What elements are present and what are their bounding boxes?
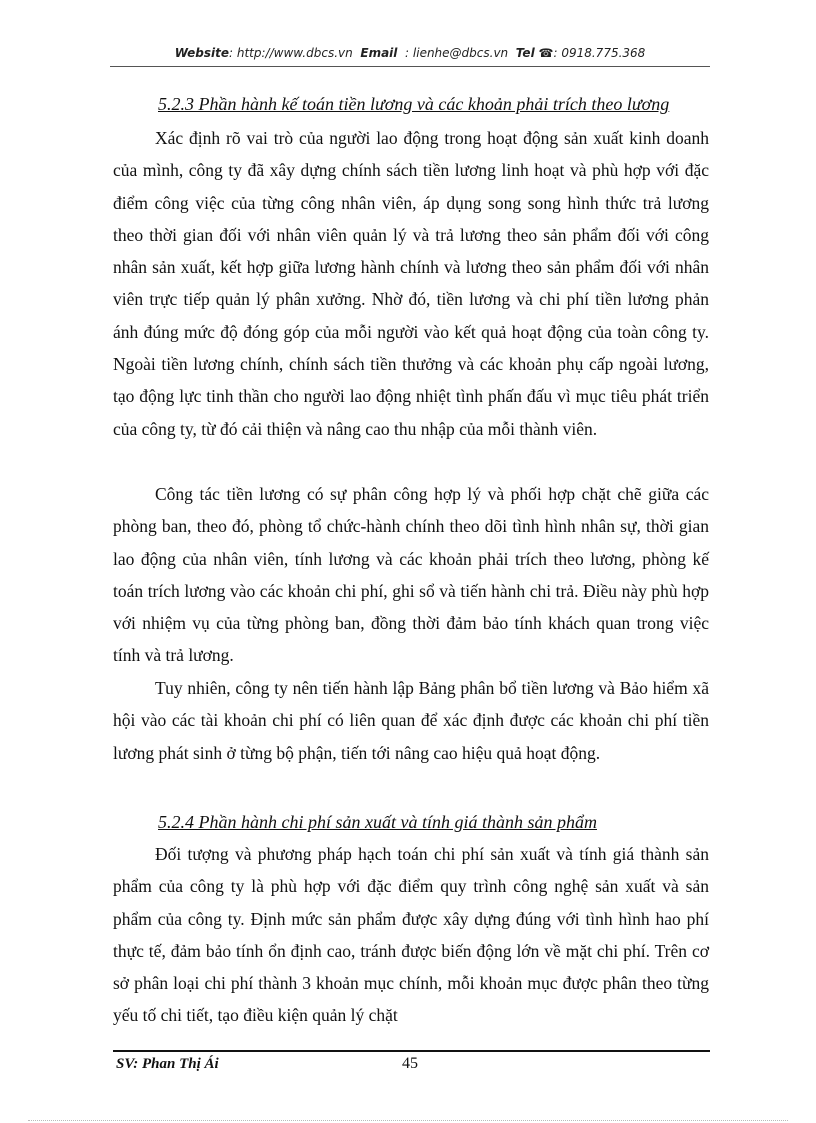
- website-label: Website: [174, 46, 230, 60]
- paragraph: Xác định rõ vai trò của người lao động trong hoạt động sản xuất kinh doanh của mình, công ty đã xây dựng chính sách tiền lương linh hoạt và phù hợp với đặc điểm công việc của từng công nhân viên, áp dụng song song hình thức trả lương theo thời gian đối với nhân viên quản lý và trả lương theo sản phẩm đối với công nhân sản xuất, kết hợp giữa lương hành chính và lương theo sản phẩm đối với nhân viên trực tiếp quản lý phân xưởng. Nhờ đó, tiền lương và chi phí tiền lương phản ánh đúng mức độ đóng góp của mỗi người vào kết quả hoạt động của toàn công ty. Ngoài tiền lương chính, chính sách tiền thưởng và các khoản phụ cấp ngoài lương, tạo động lực tinh thần cho người lao động nhiệt tình phấn đấu vì mục tiêu phát triển của công ty, từ đó cải thiện và nâng cao thu nhập của mỗi thành viên.: [113, 128, 709, 439]
- page-number: 45: [402, 1055, 418, 1072]
- page-header: [110, 46, 710, 60]
- email-label: Email: [360, 46, 398, 60]
- phone-icon: ☎: [538, 46, 554, 60]
- tel-label: Tel: [515, 46, 535, 60]
- tel-value: : 0918.775.368: [553, 46, 646, 60]
- footer-divider: [113, 1050, 710, 1052]
- website-value: : http://www.dbcs.vn: [229, 46, 353, 60]
- paragraph: Tuy nhiên, công ty nên tiến hành lập Bảng phân bổ tiền lương và Bảo hiểm xã hội vào các tài khoản chi phí có liên quan để xác định được các khoản chi phí tiền lương phát sinh ở từng bộ phận, tiến tới nâng cao hiệu quả hoạt động.: [113, 678, 709, 763]
- footer-author: SV: Phan Thị Ái: [116, 1056, 219, 1072]
- page-bottom-dotted-line: [28, 1120, 788, 1121]
- section-heading-5-2-4: 5.2.4 Phần hành chi phí sản xuất và tính giá thành sản phẩm: [158, 812, 597, 832]
- email-value: : lienhe@dbcs.vn: [405, 46, 509, 60]
- paragraph: Công tác tiền lương có sự phân công hợp lý và phối hợp chặt chẽ giữa các phòng ban, theo đó, phòng tổ chức-hành chính theo dõi tình hình nhân sự, thời gian lao động của nhân viên, tính lương và các khoản phải trích theo lương, phòng kế toán trích lương vào các khoản chi phí, ghi sổ và tiến hành chi trả. Điều này phù hợp với nhiệm vụ của từng phòng ban, đồng thời đảm bảo tính khách quan trong việc tính và trả lương.: [113, 484, 709, 666]
- header-divider: [110, 66, 710, 67]
- section-heading-5-2-3: 5.2.3 Phần hành kế toán tiền lương và các khoản phải trích theo lương: [158, 94, 670, 114]
- paragraph: Đối tượng và phương pháp hạch toán chi phí sản xuất và tính giá thành sản phẩm của công ty là phù hợp với đặc điểm quy trình công nghệ sản xuất và sản phẩm của công ty. Định mức sản phẩm được xây dựng đúng với tình hình hao phí thực tế, đảm bảo tính ổn định cao, tránh được biến động lớn về mặt chi phí. Trên cơ sở phân loại chi phí thành 3 khoản mục chính, mỗi khoản mục được phân theo từng yếu tố chi tiết, tạo điều kiện quản lý chặt: [113, 844, 709, 1026]
